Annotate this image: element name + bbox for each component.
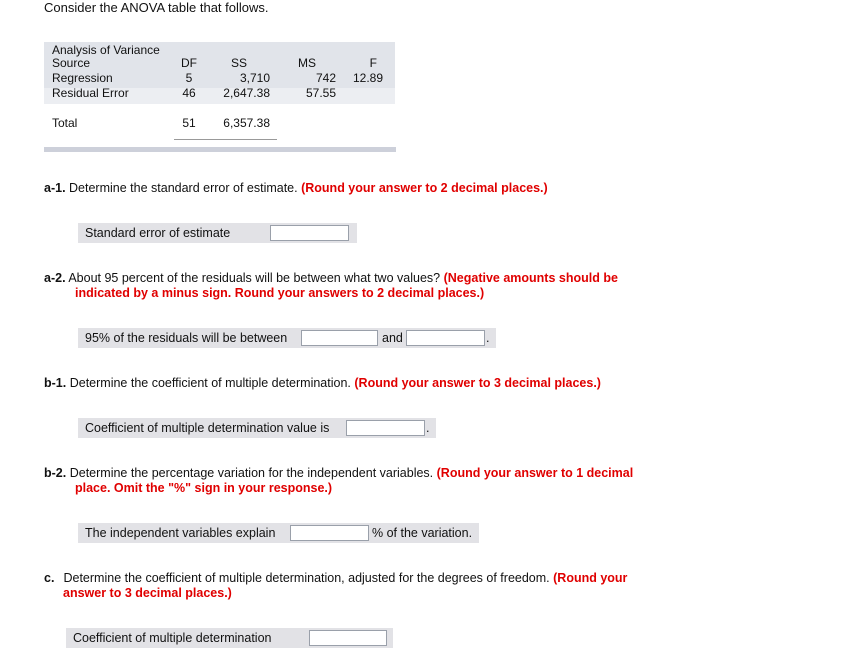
question-number: b-2. (44, 466, 67, 480)
question-text: About 95 percent of the residuals will be between what two values? (68, 271, 441, 285)
question-hint: (Round your (553, 571, 628, 585)
header-df: DF (181, 56, 197, 70)
df-cell: 51 (182, 116, 196, 130)
table-row (44, 86, 395, 101)
table-row (44, 71, 395, 86)
answer-row-a2 (78, 328, 496, 348)
standard-error-input[interactable] (270, 225, 349, 241)
question-number: c. (44, 571, 55, 585)
adjusted-coefficient-input[interactable] (309, 630, 387, 646)
df-cell: 46 (182, 86, 196, 100)
variation-suffix-label: % of the variation. (372, 526, 473, 540)
coefficient-input[interactable] (346, 420, 425, 436)
header-ms: MS (298, 56, 316, 70)
source-cell: Residual Error (52, 86, 129, 100)
total-underline (174, 139, 277, 140)
anova-header-row (44, 56, 395, 71)
header-f: F (369, 56, 377, 70)
source-cell: Total (52, 116, 78, 130)
ms-cell: 742 (315, 71, 336, 85)
f-cell (340, 86, 395, 101)
answer-label: 95% of the residuals will be between (85, 331, 288, 345)
answer-row-b1 (78, 418, 436, 438)
question-text: Determine the coefficient of multiple determination. (69, 376, 351, 390)
question-text: Determine the coefficient of multiple determination, adjusted for the degrees of freedom. (63, 571, 550, 585)
question-number: a-1. (44, 181, 66, 195)
ss-cell: 6,357.38 (223, 116, 270, 130)
f-cell (340, 116, 395, 131)
question-hint-continued: indicated by a minus sign. Round your answers to 2 decimal places.) (75, 286, 485, 300)
ms-cell (274, 116, 340, 131)
f-cell: 12.89 (352, 71, 383, 85)
residual-lower-input[interactable] (301, 330, 378, 346)
answer-label: Coefficient of multiple determination value is (85, 421, 330, 435)
question-number: b-1. (44, 376, 67, 390)
period-label: . (486, 331, 490, 345)
question-hint-continued: place. Omit the "%" sign in your response.) (75, 481, 333, 495)
question-b2 (44, 466, 684, 496)
ss-cell: 2,647.38 (223, 86, 270, 100)
ss-cell: 3,710 (239, 71, 270, 85)
answer-row-b2 (78, 523, 479, 543)
df-cell: 5 (185, 71, 193, 85)
table-row (44, 116, 395, 131)
question-b1 (44, 376, 684, 391)
question-a2 (44, 271, 684, 301)
percentage-variation-input[interactable] (290, 525, 369, 541)
period-label: . (426, 421, 430, 435)
question-hint: (Round your answer to 1 decimal (436, 466, 634, 480)
answer-row-c (66, 628, 393, 648)
answer-row-a1 (78, 223, 357, 243)
table-bottom-bar (44, 147, 396, 152)
answer-label: Standard error of estimate (85, 226, 231, 240)
ms-cell: 57.55 (305, 86, 336, 100)
header-source: Source (52, 56, 91, 70)
intro-text: Consider the ANOVA table that follows. (44, 0, 269, 15)
anova-title: Analysis of Variance (52, 43, 160, 57)
question-c (44, 571, 684, 601)
and-label: and (382, 331, 403, 345)
question-hint: (Round your answer to 2 decimal places.) (301, 181, 548, 195)
answer-label: The independent variables explain (85, 526, 276, 540)
question-hint: (Round your answer to 3 decimal places.) (354, 376, 601, 390)
answer-label: Coefficient of multiple determination (73, 631, 272, 645)
anova-table (44, 56, 395, 131)
question-text: Determine the standard error of estimate. (69, 181, 298, 195)
question-text: Determine the percentage variation for the independent variables. (69, 466, 434, 480)
question-hint-continued: answer to 3 decimal places.) (63, 586, 232, 600)
question-a1 (44, 181, 684, 196)
question-number: a-2. (44, 271, 66, 285)
source-cell: Regression (52, 71, 113, 85)
header-ss: SS (230, 56, 247, 70)
residual-upper-input[interactable] (406, 330, 485, 346)
question-hint: (Negative amounts should be (443, 271, 618, 285)
